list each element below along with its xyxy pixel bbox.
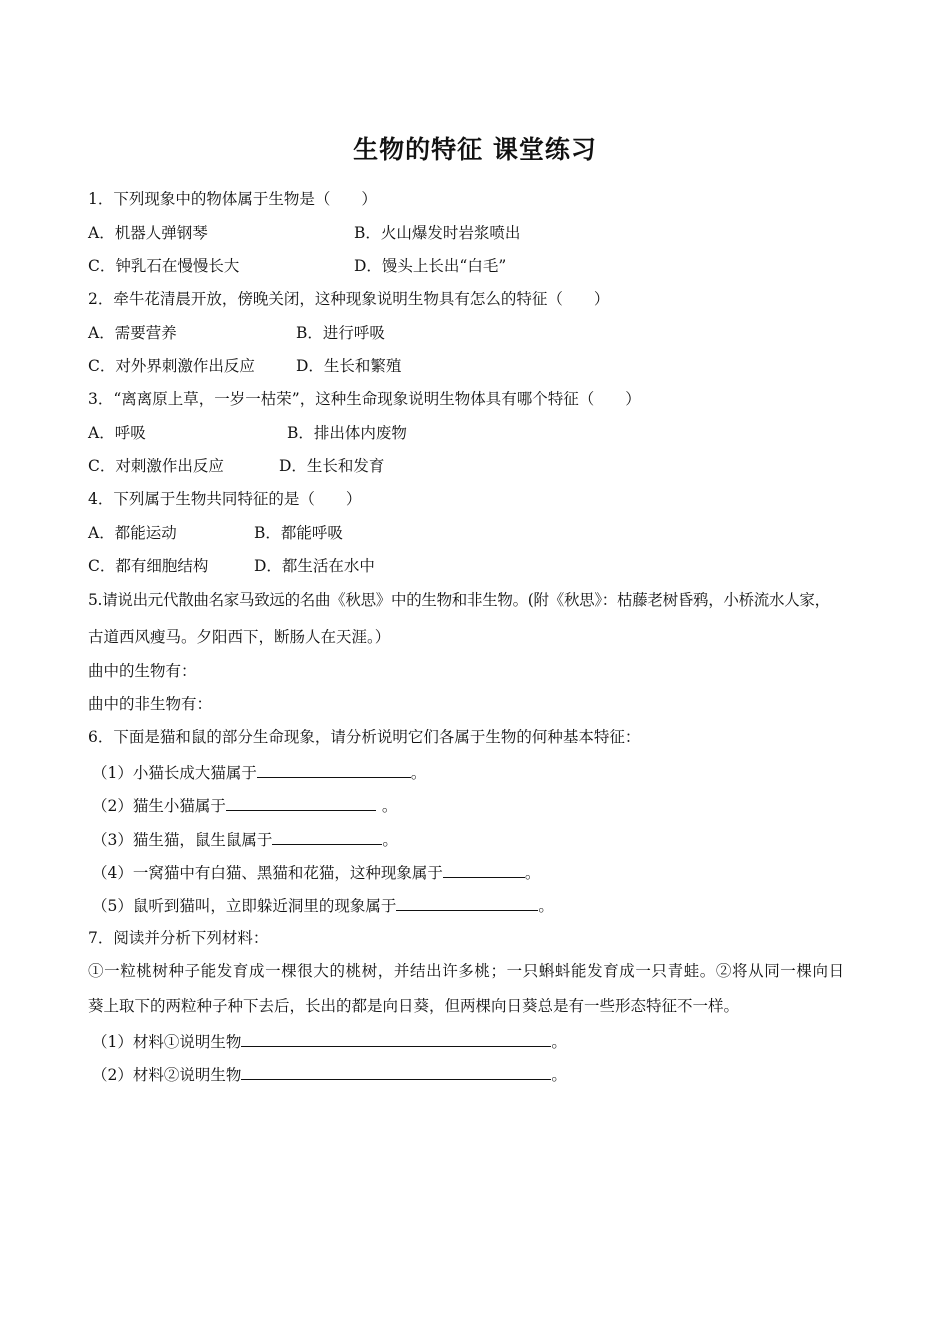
question-6-item-5 <box>92 894 554 916</box>
question-7-sub-1 <box>92 1030 567 1052</box>
question-5-living-prompt: 曲中的生物有： <box>88 662 197 680</box>
answer-blank[interactable] <box>443 861 525 878</box>
full-stop: 。 <box>524 864 541 882</box>
answer-blank[interactable] <box>396 894 538 911</box>
question-1-option-c: C．钟乳石在慢慢长大 <box>88 257 240 275</box>
question-6-stem: 6．下面是猫和鼠的部分生命现象，请分析说明它们各属于生物的何种基本特征： <box>88 728 641 746</box>
answer-blank[interactable] <box>241 1063 551 1080</box>
question-1-option-d: D．馒头上长出“白毛” <box>354 257 507 275</box>
question-1-stem: 1．下列现象中的物体属于生物是（ ） <box>88 190 377 208</box>
question-6-item-3 <box>92 828 398 850</box>
question-1-option-a: A．机器人弹钢琴 <box>88 224 208 242</box>
question-6-item-3-text: （3）猫生猫，鼠生鼠属于 <box>92 831 273 849</box>
question-3-option-a: A．呼吸 <box>88 424 146 442</box>
question-6-item-2 <box>92 794 397 816</box>
full-stop: 。 <box>551 1033 567 1051</box>
question-2-stem: 2．牵牛花清晨开放，傍晚关闭，这种现象说明生物具有怎么的特征（ ） <box>88 290 610 308</box>
question-4-option-c: C．都有细胞结构 <box>88 557 209 575</box>
full-stop: 。 <box>381 797 398 815</box>
answer-blank[interactable] <box>272 828 382 845</box>
question-2-option-d: D．生长和繁殖 <box>296 357 402 375</box>
page-title: 生物的特征 课堂练习 <box>353 135 597 164</box>
question-7-sub-2-text: （2）材料②说明生物 <box>92 1066 242 1084</box>
question-6-item-1 <box>92 761 426 783</box>
question-7-stem: 7．阅读并分析下列材料： <box>88 929 269 947</box>
answer-blank[interactable] <box>226 794 376 811</box>
question-7-material-line-2: 葵上取下的两粒种子种下去后，长出的都是向日葵，但两棵向日葵总是有一些形态特征不一样。 <box>88 997 740 1015</box>
question-5-line-2: 古道西风瘦马。夕阳西下，断肠人在天涯。） <box>88 628 391 646</box>
question-4-option-b: B．都能呼吸 <box>254 524 343 542</box>
question-6-item-5-text: （5）鼠听到猫叫，立即躲近洞里的现象属于 <box>92 897 397 915</box>
question-7-material-line-1: ①一粒桃树种子能发育成一棵很大的桃树，并结出许多桃；一只蝌蚪能发育成一只青蛙。②将从同一棵向日 <box>88 962 845 980</box>
question-1-option-b: B．火山爆发时岩浆喷出 <box>354 224 521 242</box>
question-2-option-a: A．需要营养 <box>88 324 177 342</box>
question-7-sub-2 <box>92 1063 567 1085</box>
question-6-item-2-text: （2）猫生小猫属于 <box>92 797 226 815</box>
question-6-item-1-text: （1）小猫长成大猫属于 <box>92 764 257 782</box>
question-4-option-d: D．都生活在水中 <box>254 557 375 575</box>
question-5-nonliving-prompt: 曲中的非生物有： <box>88 695 213 713</box>
question-2-option-b: B．进行呼吸 <box>296 324 385 342</box>
question-4-option-a: A．都能运动 <box>88 524 177 542</box>
question-7-sub-1-text: （1）材料①说明生物 <box>92 1033 242 1051</box>
answer-blank[interactable] <box>257 761 411 778</box>
question-3-option-d: D．生长和发育 <box>279 457 385 475</box>
full-stop: 。 <box>551 1066 567 1084</box>
question-3-stem: 3．“离离原上草，一岁一枯荣”，这种生命现象说明生物体具有哪个特征（ ） <box>88 390 641 408</box>
question-6-item-4 <box>92 861 540 883</box>
full-stop: 。 <box>538 897 554 915</box>
full-stop: 。 <box>382 831 398 849</box>
question-4-stem: 4．下列属于生物共同特征的是（ ） <box>88 490 362 508</box>
question-6-item-4-text: （4）一窝猫中有白猫、黑猫和花猫，这种现象属于 <box>92 864 443 882</box>
question-2-option-c: C．对外界刺激作出反应 <box>88 357 255 375</box>
question-3-option-b: B．排出体内废物 <box>287 424 407 442</box>
question-3-option-c: C．对刺激作出反应 <box>88 457 224 475</box>
answer-blank[interactable] <box>241 1030 551 1047</box>
question-5-line-1: 5.请说出元代散曲名家马致远的名曲《秋思》中的生物和非生物。(附《秋思》：枯藤老树昏鸦，小桥流水人家， <box>88 591 830 609</box>
full-stop: 。 <box>410 764 427 782</box>
